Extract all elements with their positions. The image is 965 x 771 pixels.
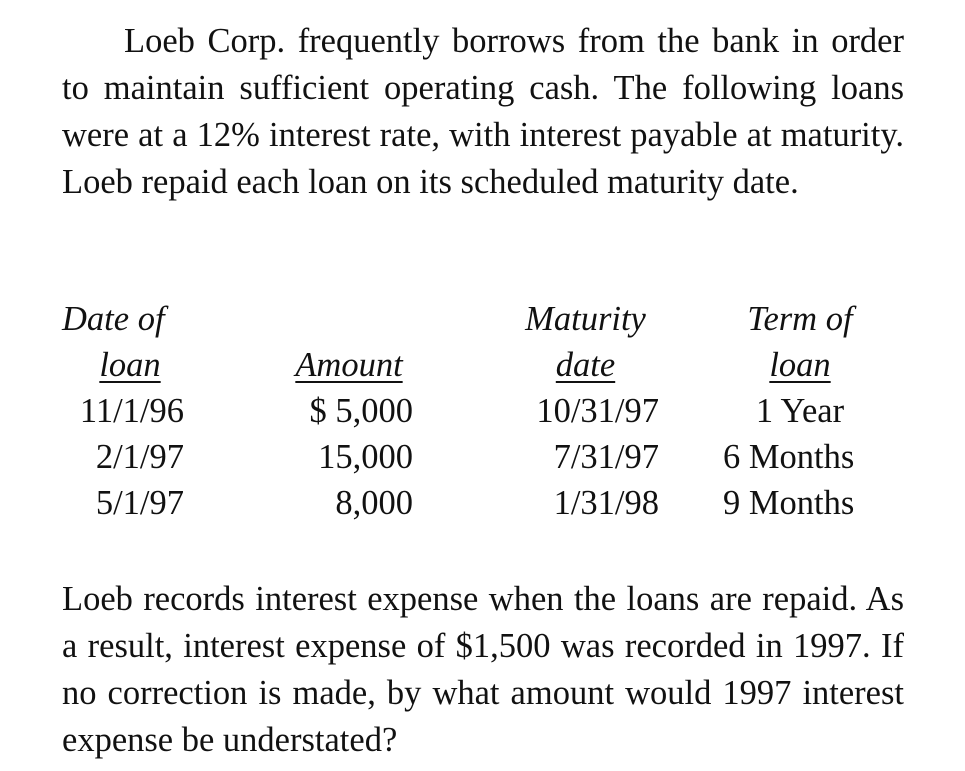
loan-term-cell: 9 Months [723, 484, 855, 522]
intro-paragraph: Loeb Corp. frequently borrows from the bank in order to maintain sufficient operating cash. The following loans were at a 12% interest rate, with interest payable at maturity. Loeb repaid each loan on its scheduled maturity date. [62, 22, 904, 201]
term-of-loan-header-underline: loan [769, 346, 831, 384]
maturity-date-cell: 7/31/97 [553, 438, 659, 476]
maturity-date-cell: 1/31/98 [553, 484, 659, 522]
loan-amount-cell: 8,000 [335, 484, 413, 522]
term-of-loan-header-line2 [715, 342, 885, 388]
loan-date-cell: 11/1/96 [79, 392, 184, 430]
date-of-loan-header-underline: loan [99, 346, 161, 384]
maturity-date-cell: 10/31/97 [536, 392, 659, 430]
date-of-loan-header-line1: Date of [62, 300, 165, 338]
loan-term-cell: 1 Year [755, 392, 845, 430]
amount-header-underline: Amount [295, 346, 403, 384]
amount-column [285, 296, 413, 526]
maturity-date-header-line1: Maturity [525, 300, 646, 338]
maturity-date-column [512, 296, 659, 526]
question-paragraph: Loeb records interest expense when the loans are repaid. As a result, interest expense of $1,500 was recorded in 1997. If no correction is made, by what amount would 1997 interest expense be understated? [62, 580, 904, 759]
loan-term-cell: 6 Months [723, 438, 855, 476]
maturity-date-header-line2 [512, 342, 659, 388]
maturity-date-header-underline: date [555, 346, 616, 384]
date-of-loan-header-line2 [62, 342, 184, 388]
amount-header [285, 342, 413, 388]
date-of-loan-column [62, 296, 184, 526]
loan-date-cell: 2/1/97 [95, 438, 184, 476]
amount-header-spacer [285, 296, 413, 342]
loan-date-cell: 5/1/97 [95, 484, 184, 522]
term-of-loan-column [715, 296, 885, 526]
loan-amount-cell: $ 5,000 [309, 392, 413, 430]
term-of-loan-header-line1: Term of [747, 300, 853, 338]
loan-amount-cell: 15,000 [318, 438, 413, 476]
